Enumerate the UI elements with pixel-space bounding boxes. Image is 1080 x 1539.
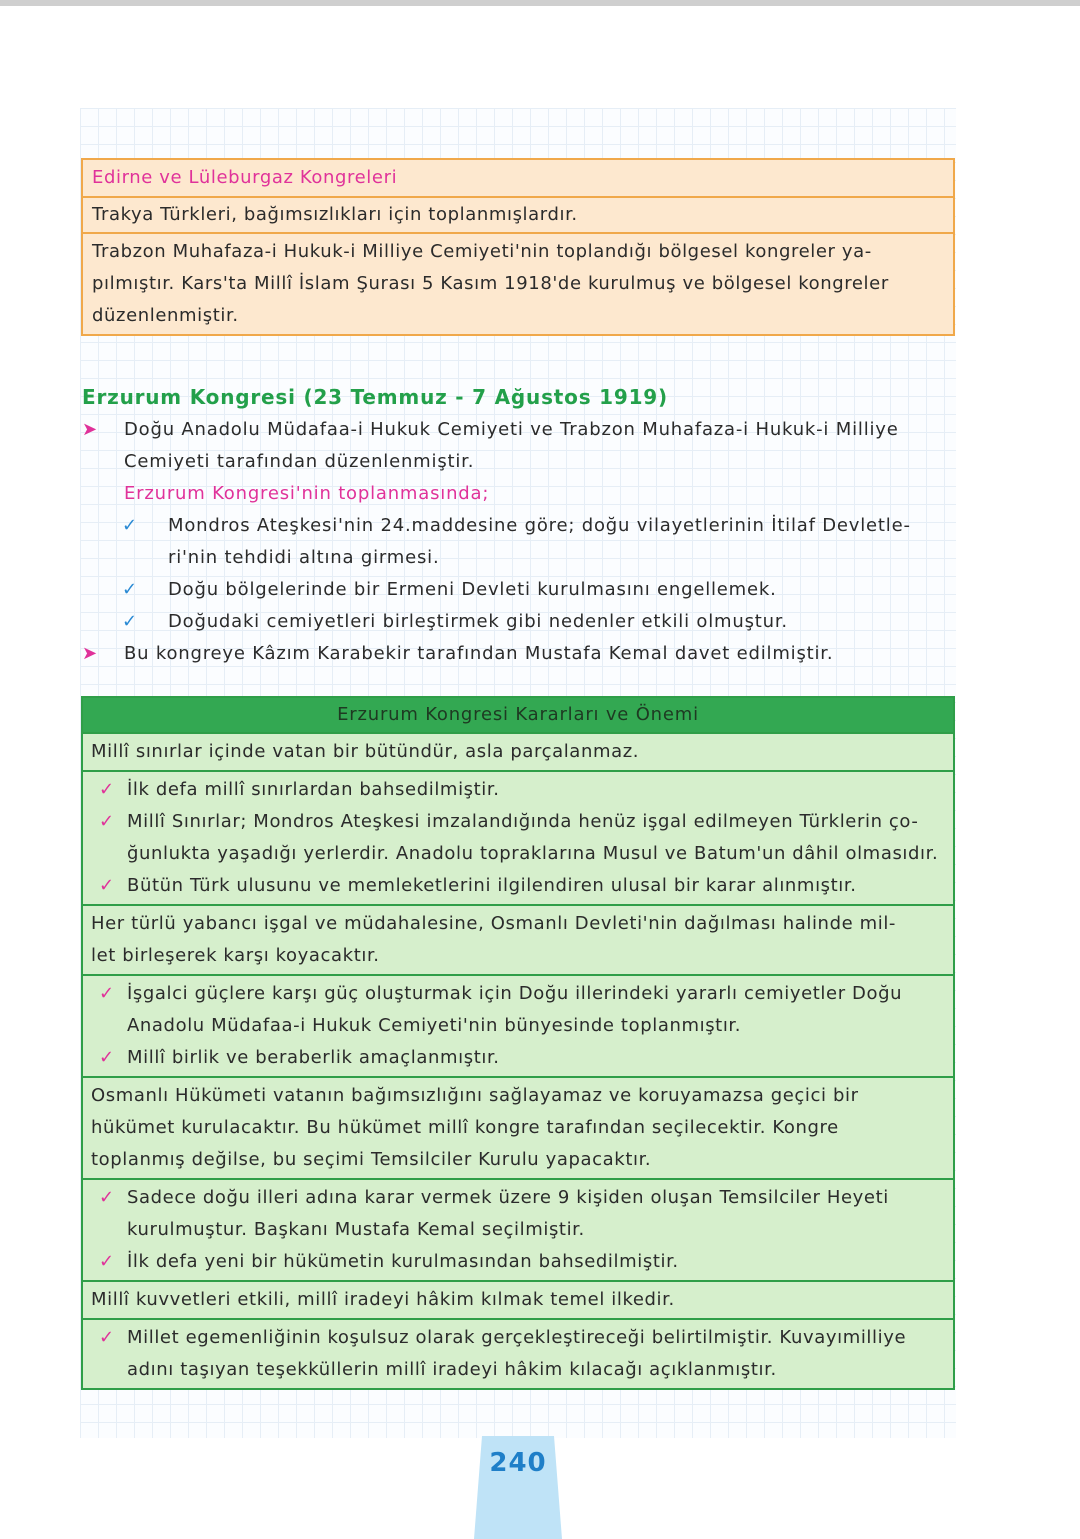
text-line: Millî birlik ve beraberlik amaçlanmıştır. [127, 1047, 500, 1068]
text-line: İlk defa yeni bir hükümetin kurulmasından bahsedilmiştir. [127, 1251, 679, 1272]
check-item [82, 510, 962, 574]
check-icon: ✓ [122, 515, 138, 536]
decision-notes [83, 974, 953, 1076]
decision-row [83, 904, 953, 974]
text-line: toplanmış değilse, bu seçimi Temsilciler Kurulu yapacaktır. [91, 1149, 652, 1170]
edirne-luleburgaz-table [81, 158, 955, 336]
check-icon: ✓ [99, 983, 115, 1004]
text-line: Millet egemenliğinin koşulsuz olarak gerçekleştireceği belirtilmiştir. Kuvayımilliye [127, 1327, 907, 1348]
text-line: Trabzon Muhafaza-i Hukuk-i Milliye Cemiyeti'nin toplandığı bölgesel kongreler ya- [92, 241, 872, 262]
page-number-tab [474, 1436, 562, 1539]
check-icon: ✓ [122, 579, 138, 600]
text-line: let birleşerek karşı koyacaktır. [91, 945, 380, 966]
decision-row: Millî kuvvetleri etkili, millî iradeyi hâkim kılmak temel ilkedir. [83, 1280, 953, 1318]
erzurum-section [82, 382, 962, 670]
check-icon: ✓ [99, 875, 115, 896]
text-line: Anadolu Müdafaa-i Hukuk Cemiyeti'nin bünyesinde toplanmıştır. [127, 1015, 742, 1036]
text-line: adını taşıyan teşekküllerin millî iradeyi hâkim kılacağı açıklanmıştır. [127, 1359, 777, 1380]
text-line: Doğu Anadolu Müdafaa-i Hukuk Cemiyeti ve Trabzon Muhafaza-i Hukuk-i Milliye [124, 419, 899, 440]
note-item [91, 978, 945, 1042]
text-line: İlk defa millî sınırlardan bahsedilmiştir. [127, 779, 500, 800]
top-divider [0, 0, 1080, 6]
text-line: pılmıştır. Kars'ta Millî İslam Şurası 5 Kasım 1918'de kurulmuş ve bölgesel kongreler [92, 273, 889, 294]
check-icon: ✓ [99, 1047, 115, 1068]
check-item [82, 606, 962, 638]
subheading: Erzurum Kongresi'nin toplanmasında; [124, 483, 490, 504]
edirne-table-row-2 [83, 232, 953, 334]
check-icon: ✓ [99, 1187, 115, 1208]
note-item [91, 1246, 945, 1278]
decision-row: Millî sınırlar içinde vatan bir bütündür, asla parçalanmaz. [83, 732, 953, 770]
edirne-table-header: Edirne ve Lüleburgaz Kongreleri [92, 167, 398, 188]
text-line: hükümet kurulacaktır. Bu hükümet millî kongre tarafından seçilecektir. Kongre [91, 1117, 839, 1138]
text-line: Bu kongreye Kâzım Karabekir tarafından Mustafa Kemal davet edilmiştir. [124, 643, 834, 664]
note-item [91, 1042, 945, 1074]
text-line: Millî Sınırlar; Mondros Ateşkesi imzalandığında henüz işgal edilmeyen Türklerin ço- [127, 811, 919, 832]
text-line: Her türlü yabancı işgal ve müdahalesine, Osmanlı Devleti'nin dağılması halinde mil- [91, 913, 897, 934]
bullet-item [82, 414, 962, 478]
bullet-item [82, 638, 962, 670]
check-item [82, 574, 962, 606]
text-line: ğunlukta yaşadığı yerlerdir. Anadolu topraklarına Musul ve Batum'un dâhil olmasıdır. [127, 843, 939, 864]
arrow-bullet-icon: ➤ [82, 419, 98, 440]
note-item [91, 774, 945, 806]
decision-notes [83, 1318, 953, 1388]
note-item [91, 870, 945, 902]
arrow-bullet-icon: ➤ [82, 643, 98, 664]
text-line: Mondros Ateşkesi'nin 24.maddesine göre; doğu vilayetlerinin İtilaf Devletle- [168, 515, 911, 536]
check-icon: ✓ [122, 611, 138, 632]
text-line: İşgalci güçlere karşı güç oluşturmak için Doğu illerindeki yararlı cemiyetler Doğu [127, 983, 903, 1004]
decision-notes [83, 1178, 953, 1280]
check-icon: ✓ [99, 811, 115, 832]
note-item [91, 1322, 945, 1386]
text-line: Doğudaki cemiyetleri birleştirmek gibi nedenler etkili olmuştur. [168, 611, 788, 632]
decision-notes [83, 770, 953, 904]
text-line: Doğu bölgelerinde bir Ermeni Devleti kurulmasını engellemek. [168, 579, 777, 600]
text-line: düzenlenmiştir. [92, 305, 239, 326]
text-line: Sadece doğu illeri adına karar vermek üzere 9 kişiden oluşan Temsilciler Heyeti [127, 1187, 889, 1208]
edirne-table-row-1: Trakya Türkleri, bağımsızlıkları için toplanmışlardır. [83, 196, 953, 232]
text-line: Cemiyeti tarafından düzenlenmiştir. [124, 451, 475, 472]
check-icon: ✓ [99, 1251, 115, 1272]
note-item [91, 1182, 945, 1246]
text-line: ri'nin tehdidi altına girmesi. [168, 547, 440, 568]
page-number: 240 [489, 1448, 547, 1478]
section-title: Erzurum Kongresi (23 Temmuz - 7 Ağustos 1919) [82, 385, 668, 409]
check-icon: ✓ [99, 779, 115, 800]
text-line: Bütün Türk ulusunu ve memleketlerini ilgilendiren ulusal bir karar alınmıştır. [127, 875, 857, 896]
decision-row [83, 1076, 953, 1178]
check-icon: ✓ [99, 1327, 115, 1348]
text-line: Osmanlı Hükümeti vatanın bağımsızlığını sağlayamaz ve koruyamazsa geçici bir [91, 1085, 859, 1106]
note-item [91, 806, 945, 870]
decisions-table-header: Erzurum Kongresi Kararları ve Önemi [83, 698, 953, 732]
erzurum-decisions-table [81, 696, 955, 1390]
text-line: kurulmuştur. Başkanı Mustafa Kemal seçilmiştir. [127, 1219, 585, 1240]
